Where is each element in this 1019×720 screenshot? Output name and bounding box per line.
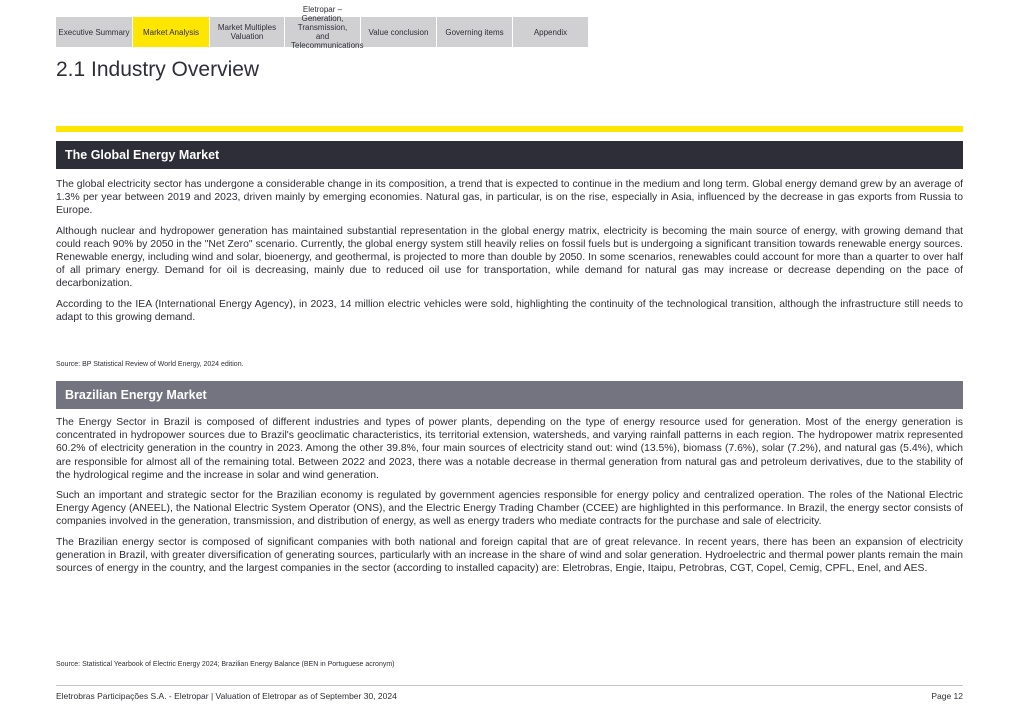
tab-eletropar-label: Eletropar – Generation, Transmission, and Telecommunications — [291, 5, 364, 50]
section-header-brazilian: Brazilian Energy Market — [56, 381, 963, 409]
paragraph: Such an important and strategic sector for the Brazilian economy is regulated by government agencies responsible for energy policy and centralized operation. The roles of the National Electric Energy Agency (ANEEL), the National Electric System Operator (ONS), and the Electric Energy Trading Chamber (CCEE) are highlighted in this performance. In Brazil, the energy sector consists of companies involved in the generation, transmission, and distribution of energy, as well as energy traders who mediate contracts for the purchase and sale of electricity. — [56, 490, 963, 528]
section-tabs — [56, 5, 589, 50]
paragraph: The global electricity sector has undergone a considerable change in its composition, a trend that is expected to continue in the medium and long term. Global energy demand grew by an average of 1.3% per year between 2019 and 2023, driven mainly by emerging economies. Natural gas, in particular, is on the rise, especially in Asia, influenced by the decrease in gas exports from Russia to Europe. — [56, 179, 963, 217]
tab-value-conclusion[interactable]: Value conclusion — [361, 17, 437, 47]
brazilian-energy-text — [56, 416, 963, 582]
paragraph: According to the IEA (International Energy Agency), in 2023, 14 million electric vehicles were sold, highlighting the continuity of the technological transition, although the infrastructure still needs to adapt to this growing demand. — [56, 298, 963, 323]
footer-divider — [56, 685, 963, 686]
source-note-global: Source: BP Statistical Review of World Energy, 2024 edition. — [56, 361, 244, 368]
tab-eletropar-generation[interactable] — [285, 5, 364, 50]
source-note-brazilian: Source: Statistical Yearbook of Electric Energy 2024; Brazilian Energy Balance (BEN in Portuguese acronym) — [56, 661, 395, 668]
tab-executive-summary[interactable]: Executive Summary — [56, 17, 133, 47]
tab-market-multiples-valuation[interactable]: Market Multiples Valuation — [210, 17, 285, 47]
page-title: 2.1 Industry Overview — [56, 58, 260, 81]
page-number: Page 12 — [931, 691, 963, 701]
tab-governing-items[interactable]: Governing items — [437, 17, 513, 47]
global-energy-text — [56, 178, 963, 331]
tab-market-analysis[interactable]: Market Analysis — [133, 17, 210, 47]
paragraph: The Energy Sector in Brazil is composed of different industries and types of power plants, depending on the type of energy resource used for generation. Most of the energy generation is concentrated in hydropower sources due to Brazil's geoclimatic characteristics, its territorial extension, watersheds, and varying rainfall patterns in each region. The hydropower matrix represented 60.2% of electricity generation in the country in 2023. Among the other 39.8%, four main sources of electricity stand out: wind (13.5%), biomass (7.6%), solar (7.2%), and natural gas (5.4%), which are responsible for almost all of the remaining total. Between 2022 and 2023, there was a notable decrease in thermal generation from natural gas and petroleum derivatives, due to the stability of the hydrological regime and the increase in solar and wind generation. — [56, 417, 963, 481]
tab-appendix[interactable]: Appendix — [513, 17, 589, 47]
section-header-global: The Global Energy Market — [56, 141, 963, 169]
accent-divider — [56, 126, 963, 132]
paragraph: Although nuclear and hydropower generation has maintained substantial representation in the global energy matrix, electricity is becoming the main source of energy, with growing demand that could reach 90% by 2050 in the "Net Zero" scenario. Currently, the global energy system still heavily relies on fossil fuels but is undergoing a significant transition towards renewable energy sources. Renewable energy, including wind and solar, bioenergy, and geothermal, is projected to more than double by 2050. In some scenarios, renewables could account for more than a quarter to over half of all primary energy. Demand for oil is decreasing, mainly due to reduced oil use for transportation, while demand for natural gas may increase or decrease depending on the pace of decarbonization. — [56, 225, 963, 290]
footer-document-title: Eletrobras Participações S.A. - Eletropar | Valuation of Eletropar as of September 30, 2024 — [56, 691, 397, 701]
paragraph: The Brazilian energy sector is composed of significant companies with both national and foreign capital that are of great relevance. In recent years, there has been an expansion of electricity generation in Brazil, with greater diversification of generating sources, particularly with an increase in the share of wind and solar generation. Hydroelectric and thermal power plants remain the main sources of energy in the country, and the largest companies in the sector (according to installed capacity) are: Eletrobras, Engie, Itaipu, Petrobras, CGT, Copel, Cemig, CPFL, Enel, and AES. — [56, 536, 963, 575]
